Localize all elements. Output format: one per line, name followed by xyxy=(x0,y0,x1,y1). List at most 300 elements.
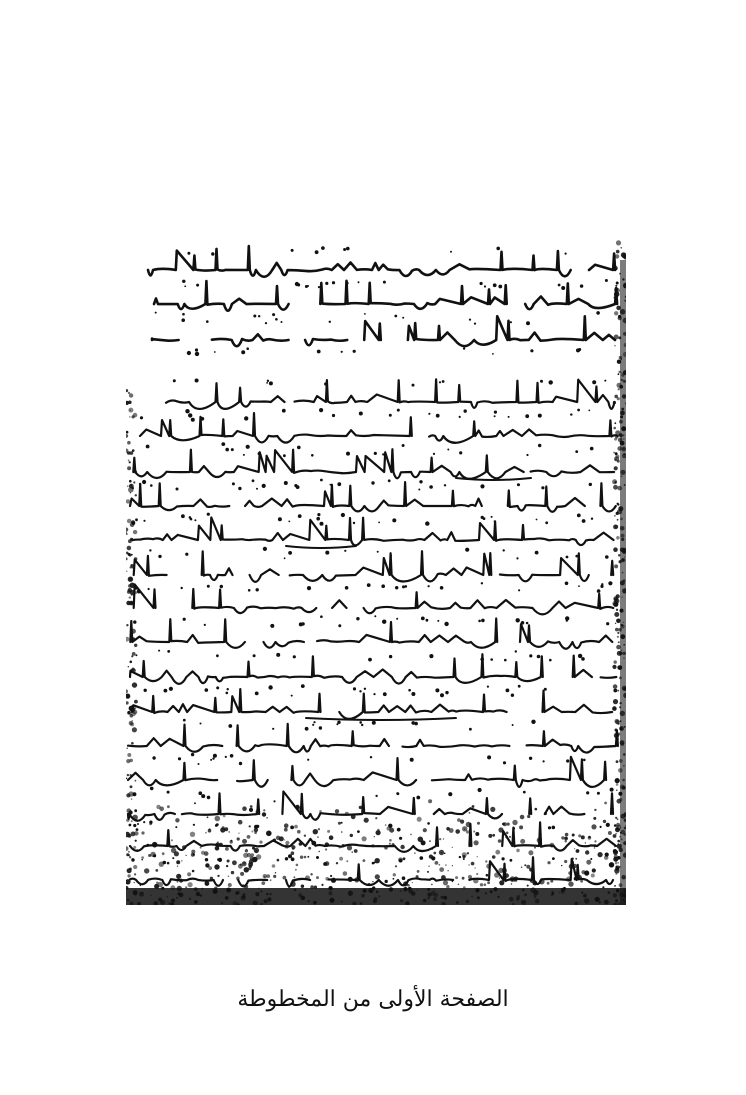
scan-speckle xyxy=(305,875,310,880)
scan-speckle xyxy=(219,843,223,847)
scan-speckle xyxy=(550,843,555,848)
scan-speckle xyxy=(448,870,449,871)
manuscript-dot xyxy=(316,856,319,859)
scan-speckle xyxy=(469,812,471,814)
scan-speckle xyxy=(395,865,397,867)
scan-speckle xyxy=(512,820,517,825)
scan-speckle xyxy=(205,863,209,867)
scan-speckle xyxy=(427,871,429,873)
scan-speckle xyxy=(132,815,138,821)
manuscript-dot xyxy=(341,351,343,353)
scan-speckle xyxy=(615,817,617,819)
manuscript-dot xyxy=(337,482,341,486)
scan-speckle xyxy=(128,584,132,588)
scan-speckle xyxy=(614,868,619,873)
scan-speckle xyxy=(130,410,131,411)
scan-speckle xyxy=(194,802,196,804)
scan-speckle xyxy=(402,876,406,880)
manuscript-dot xyxy=(207,513,210,516)
manuscript-dot xyxy=(529,757,532,760)
manuscript-dot xyxy=(291,857,295,861)
scan-speckle xyxy=(620,247,622,249)
scan-speckle xyxy=(159,807,164,812)
manuscript-dot xyxy=(416,796,420,800)
manuscript-dot xyxy=(591,518,593,520)
manuscript-dot xyxy=(231,448,234,451)
scan-speckle xyxy=(616,250,620,254)
manuscript-dot xyxy=(276,653,280,657)
scan-speckle xyxy=(475,832,479,836)
manuscript-dot xyxy=(412,384,415,387)
scan-speckle xyxy=(612,706,617,711)
scan-speckle xyxy=(613,684,618,689)
scan-speckle xyxy=(614,515,616,517)
scan-speckle xyxy=(615,778,620,783)
scan-speckle xyxy=(126,846,129,851)
scan-speckle xyxy=(127,441,131,445)
scan-speckle xyxy=(614,564,618,568)
scan-speckle xyxy=(126,701,129,704)
scan-speckle xyxy=(262,812,266,816)
scan-speckle xyxy=(141,856,144,859)
scan-speckle xyxy=(225,847,229,851)
scan-speckle xyxy=(127,808,132,813)
manuscript-dot xyxy=(361,724,363,726)
scan-speckle xyxy=(452,847,453,848)
scan-speckle xyxy=(244,867,249,872)
scan-speckle xyxy=(167,839,170,842)
scan-speckle xyxy=(343,871,348,876)
manuscript-line xyxy=(166,379,615,409)
manuscript-dot xyxy=(510,321,512,323)
scan-speckle xyxy=(569,864,574,869)
scan-speckle xyxy=(603,820,606,823)
manuscript-dot xyxy=(296,485,300,489)
manuscript-dot xyxy=(596,311,600,315)
scan-speckle xyxy=(354,849,358,853)
scan-speckle xyxy=(362,836,367,841)
manuscript-dot xyxy=(437,620,439,622)
manuscript-dot xyxy=(590,858,592,860)
scan-speckle xyxy=(617,818,619,820)
scan-speckle xyxy=(535,808,538,811)
manuscript-line xyxy=(154,281,617,311)
manuscript-dot xyxy=(388,479,391,482)
scan-speckle xyxy=(443,838,444,839)
manuscript-dot xyxy=(263,547,267,551)
scan-speckle xyxy=(254,828,258,832)
manuscript-dot xyxy=(345,586,349,590)
scan-speckle xyxy=(304,856,307,859)
manuscript-dot xyxy=(504,659,507,662)
scan-speckle xyxy=(238,833,239,834)
scan-speckle xyxy=(576,849,580,853)
scan-speckle xyxy=(132,449,135,452)
manuscript-dot xyxy=(225,448,229,452)
manuscript-dot xyxy=(411,692,415,696)
manuscript-dot xyxy=(543,760,545,762)
scan-speckle xyxy=(318,828,320,830)
manuscript-dot xyxy=(577,514,581,518)
scan-speckle xyxy=(591,824,596,829)
manuscript-dot xyxy=(220,585,223,588)
manuscript-line xyxy=(133,449,614,479)
scan-speckle xyxy=(130,661,133,664)
manuscript-dot xyxy=(600,826,602,828)
manuscript-dot xyxy=(359,690,361,692)
scan-speckle xyxy=(617,723,619,725)
manuscript-dot xyxy=(246,445,250,449)
manuscript-dot xyxy=(530,349,533,352)
scan-speckle xyxy=(247,835,251,839)
manuscript-dot xyxy=(283,454,286,457)
scan-speckle xyxy=(126,759,130,763)
manuscript-dot xyxy=(284,481,288,485)
scan-speckle xyxy=(128,460,130,462)
scan-speckle xyxy=(384,846,388,850)
manuscript-dot xyxy=(419,480,422,483)
manuscript-dot xyxy=(590,447,594,451)
scan-speckle xyxy=(376,830,381,835)
scan-speckle xyxy=(509,836,511,838)
scan-speckle xyxy=(477,822,480,825)
manuscript-dot xyxy=(496,247,500,251)
scan-speckle xyxy=(616,823,620,827)
scan-speckle xyxy=(410,834,412,836)
scan-speckle xyxy=(284,828,288,832)
scan-speckle xyxy=(449,828,454,833)
manuscript-dot xyxy=(397,792,400,795)
scan-speckle xyxy=(152,842,158,848)
manuscript-dot xyxy=(133,824,136,827)
manuscript-dot xyxy=(428,585,430,587)
scan-speckle xyxy=(392,843,395,846)
manuscript-line xyxy=(148,246,615,277)
manuscript-dot xyxy=(576,348,580,352)
manuscript-dot xyxy=(402,444,405,447)
scan-speckle xyxy=(486,864,491,869)
manuscript-dot xyxy=(577,409,580,412)
manuscript-dot xyxy=(359,412,363,416)
scan-speckle xyxy=(616,536,620,540)
scan-speckle xyxy=(475,867,476,868)
manuscript-dot xyxy=(447,449,449,451)
scan-speckle xyxy=(568,871,572,875)
scan-speckle xyxy=(277,859,280,862)
scan-speckle xyxy=(261,881,265,885)
manuscript-dot xyxy=(325,282,328,285)
scan-speckle xyxy=(294,876,296,878)
scan-speckle xyxy=(217,842,218,843)
manuscript-dot xyxy=(490,658,493,661)
scan-speckle xyxy=(130,492,131,493)
scan-speckle xyxy=(146,844,149,847)
scan-speckle xyxy=(126,431,128,434)
manuscript-dot xyxy=(510,859,513,862)
manuscript-dot xyxy=(293,655,296,658)
scan-speckle xyxy=(608,831,612,835)
manuscript-dot xyxy=(439,381,441,383)
scan-speckle xyxy=(130,774,132,776)
manuscript-dot xyxy=(324,382,327,385)
scan-speckle xyxy=(544,812,547,815)
scan-speckle xyxy=(162,852,165,855)
scan-speckle xyxy=(613,485,618,490)
scan-speckle xyxy=(131,798,132,799)
manuscript-dot xyxy=(529,654,532,657)
manuscript-dot xyxy=(459,451,462,454)
manuscript-dot xyxy=(191,753,194,756)
manuscript-dot xyxy=(450,251,452,253)
manuscript-dot xyxy=(518,589,520,591)
manuscript-dot xyxy=(129,824,132,827)
manuscript-dot xyxy=(181,514,185,518)
manuscript-dot xyxy=(204,624,206,626)
scan-speckle xyxy=(462,855,465,858)
manuscript-dot xyxy=(606,823,610,827)
scan-speckle xyxy=(348,877,353,882)
scan-speckle xyxy=(614,345,615,346)
scan-speckle xyxy=(210,877,213,880)
manuscript-dot xyxy=(474,323,476,325)
manuscript-dot xyxy=(183,719,186,722)
manuscript-dot xyxy=(526,454,528,456)
manuscript-ink xyxy=(126,240,626,905)
scan-speckle xyxy=(167,862,170,865)
scan-speckle xyxy=(504,873,509,878)
scan-speckle xyxy=(561,836,564,839)
scan-speckle xyxy=(614,612,619,617)
manuscript-dot xyxy=(325,551,329,555)
scan-speckle xyxy=(339,847,341,849)
manuscript-dot xyxy=(597,792,600,795)
manuscript-dot xyxy=(487,755,491,759)
manuscript-dot xyxy=(382,453,384,455)
manuscript-dot xyxy=(206,320,209,323)
manuscript-dot xyxy=(549,380,553,384)
scan-speckle xyxy=(617,504,619,506)
manuscript-dot xyxy=(428,413,430,415)
manuscript-dot xyxy=(592,380,596,384)
scan-speckle xyxy=(605,853,609,857)
scan-speckle xyxy=(128,666,129,667)
scan-speckle xyxy=(128,851,130,853)
scan-speckle xyxy=(308,856,309,857)
scan-speckle xyxy=(249,825,251,827)
manuscript-dot xyxy=(200,723,202,725)
scan-speckle xyxy=(393,878,395,880)
scan-speckle xyxy=(134,700,138,704)
scan-speckle xyxy=(135,840,137,842)
manuscript-dot xyxy=(506,689,510,693)
manuscript-dot xyxy=(284,557,286,559)
manuscript-dot xyxy=(418,489,420,491)
scan-speckle xyxy=(618,738,619,739)
scan-speckle xyxy=(462,826,467,831)
manuscript-dot xyxy=(194,519,196,521)
scan-speckle xyxy=(445,864,446,865)
scan-speckle xyxy=(499,880,504,885)
scan-speckle xyxy=(616,790,617,791)
manuscript-dot xyxy=(142,480,146,484)
manuscript-dot xyxy=(167,791,170,794)
scan-speckle xyxy=(126,528,128,532)
scan-speckle xyxy=(614,525,618,529)
scan-speckle xyxy=(615,435,618,438)
scan-speckle xyxy=(584,871,589,876)
scan-speckle xyxy=(156,882,159,885)
scan-speckle xyxy=(612,665,616,669)
manuscript-dot xyxy=(135,654,137,656)
scan-speckle xyxy=(514,879,517,882)
scan-speckle xyxy=(134,809,137,812)
manuscript-dot xyxy=(332,414,335,417)
manuscript-dot xyxy=(176,488,179,491)
manuscript-dot xyxy=(435,688,439,692)
manuscript-dot xyxy=(570,413,572,415)
scan-speckle xyxy=(615,833,617,835)
scan-speckle xyxy=(492,834,495,837)
scan-speckle xyxy=(285,841,289,845)
scan-speckle xyxy=(594,847,596,849)
scan-speckle xyxy=(242,861,247,866)
manuscript-dot xyxy=(364,688,366,690)
scan-speckle xyxy=(232,860,237,865)
scan-speckle xyxy=(127,774,129,776)
scan-speckle xyxy=(240,872,244,876)
manuscript-dot xyxy=(389,414,392,417)
manuscript-dot xyxy=(158,555,161,558)
scan-speckle xyxy=(126,389,128,392)
scan-speckle xyxy=(618,388,620,390)
manuscript-dot xyxy=(545,521,548,524)
scan-speckle xyxy=(259,841,262,844)
scan-speckle xyxy=(127,519,132,524)
scan-speckle xyxy=(616,740,618,742)
scan-speckle xyxy=(131,487,134,490)
manuscript-dot xyxy=(305,727,309,731)
manuscript-dot xyxy=(375,795,377,797)
manuscript-dot xyxy=(578,654,582,658)
scan-speckle xyxy=(516,849,520,853)
scan-speckle xyxy=(618,373,620,375)
scan-speckle xyxy=(615,599,620,604)
manuscript-dot xyxy=(565,582,569,586)
scan-speckle xyxy=(335,809,339,813)
scan-speckle xyxy=(128,392,130,394)
manuscript-dot xyxy=(172,857,174,859)
scan-speckle xyxy=(256,810,260,814)
scan-speckle xyxy=(435,861,439,865)
scan-speckle xyxy=(270,879,272,881)
manuscript-dot xyxy=(397,409,400,412)
manuscript-dot xyxy=(459,416,461,418)
scan-speckle xyxy=(604,802,607,805)
manuscript-dot xyxy=(396,618,398,620)
manuscript-dot xyxy=(608,581,612,585)
manuscript-dot xyxy=(516,557,518,559)
scan-speckle xyxy=(134,644,137,647)
manuscript-dot xyxy=(597,589,601,593)
scan-speckle xyxy=(273,839,276,842)
scan-speckle xyxy=(223,815,226,818)
scan-speckle xyxy=(423,828,427,832)
scan-speckle xyxy=(568,881,573,886)
manuscript-dot xyxy=(288,551,292,555)
scan-speckle xyxy=(179,879,183,883)
manuscript-dot xyxy=(252,479,255,482)
manuscript-dot xyxy=(414,722,418,726)
scan-speckle xyxy=(594,883,595,884)
manuscript-dot xyxy=(216,686,219,689)
manuscript-dot xyxy=(586,791,589,794)
manuscript-dot xyxy=(319,726,322,729)
scan-speckle xyxy=(134,591,137,594)
manuscript-dot xyxy=(390,555,392,557)
scan-speckle xyxy=(511,883,512,884)
manuscript-dot xyxy=(459,856,461,858)
manuscript-dot xyxy=(187,351,191,355)
scan-speckle xyxy=(613,689,617,693)
scan-speckle xyxy=(357,830,360,833)
scan-speckle xyxy=(347,845,352,850)
manuscript-dot xyxy=(173,379,176,382)
manuscript-dot xyxy=(200,417,204,421)
scan-speckle xyxy=(132,415,135,418)
scan-speckle xyxy=(615,455,619,459)
scan-speckle xyxy=(243,853,248,858)
scan-speckle xyxy=(276,836,280,840)
scan-speckle xyxy=(446,885,449,888)
manuscript-dot xyxy=(383,692,387,696)
manuscript-dot xyxy=(581,657,585,661)
scan-speckle xyxy=(458,884,460,886)
scan-speckle xyxy=(519,825,523,829)
manuscript-dot xyxy=(405,585,408,588)
scan-speckle xyxy=(506,832,509,835)
scan-speckle xyxy=(614,846,615,847)
manuscript-dot xyxy=(494,415,496,417)
page-caption: الصفحة الأولى من المخطوطة xyxy=(237,987,509,1012)
scan-speckle xyxy=(171,839,173,841)
manuscript-line xyxy=(128,757,606,787)
scan-speckle xyxy=(128,834,132,838)
manuscript-dot xyxy=(175,826,177,828)
manuscript-dot xyxy=(480,282,483,285)
scan-speckle xyxy=(127,753,131,757)
manuscript-dot xyxy=(341,822,343,824)
scan-speckle xyxy=(505,836,508,839)
scan-speckle xyxy=(135,780,137,782)
scan-speckle xyxy=(227,860,230,863)
scan-speckle xyxy=(129,416,131,418)
scan-speckle xyxy=(250,805,253,808)
scan-speckle xyxy=(132,727,137,732)
scan-speckle xyxy=(443,880,448,885)
scan-speckle xyxy=(248,862,253,867)
scan-speckle xyxy=(294,825,298,829)
scan-speckle xyxy=(613,452,615,454)
scan-speckle xyxy=(613,699,618,704)
manuscript-dot xyxy=(226,692,229,695)
scan-speckle xyxy=(520,839,525,844)
scan-speckle xyxy=(191,853,195,857)
manuscript-line xyxy=(128,792,613,821)
scan-speckle xyxy=(472,805,475,808)
scan-speckle xyxy=(319,810,322,813)
scan-speckle xyxy=(134,882,135,883)
manuscript-dot xyxy=(213,754,217,758)
